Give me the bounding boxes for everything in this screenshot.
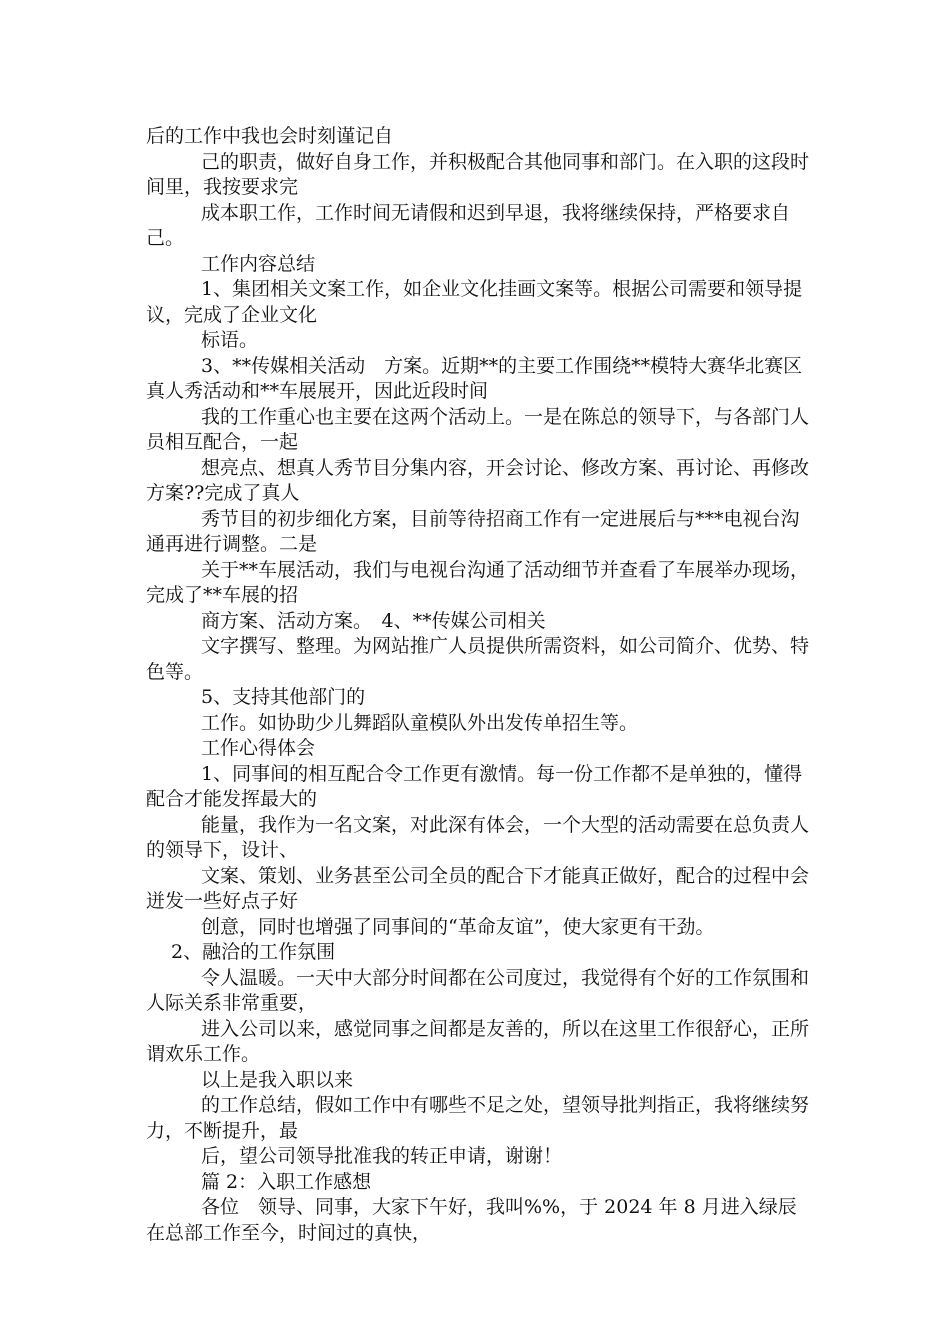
paragraph: 成本职工作，工作时间无请假和迟到早退，我将继续保持，严格要求自己。 xyxy=(146,201,791,249)
paragraph: 令人温暖。一天中大部分时间都在公司度过，我觉得有个好的工作氛围和人际关系非常重要， xyxy=(146,966,810,1014)
paragraph: 想亮点、想真人秀节目分集内容，开会讨论、修改方案、再讨论、再修改方案??完成了真人 xyxy=(146,456,810,504)
paragraph: 后，望公司领导批准我的转正申请，谢谢！ xyxy=(201,1145,563,1167)
paragraph: 各位 领导、同事，大家下午好，我叫%%，于 2024 年 8 月进入绿辰在总部工作至今，时间过的真快， xyxy=(146,1196,797,1244)
paragraph: 标语。 xyxy=(201,329,259,351)
paragraph: 3、**传媒相关活动 方案。近期**的主要工作围绕**模特大赛华北赛区真人秀活动和**车展展开，因此近段时间 xyxy=(146,354,803,402)
paragraph: 进入公司以来，感觉同事之间都是友善的，所以在这里工作很舒心，正所谓欢乐工作。 xyxy=(146,1017,810,1065)
paragraph: 创意，同时也增强了同事间的“革命友谊”，使大家更有干劲。 xyxy=(201,915,715,938)
section-heading: 工作心得体会 xyxy=(201,737,316,759)
paragraph: 己的职责，做好自身工作，并积极配合其他同事和部门。在入职的这段时间里，我按要求完 xyxy=(146,150,810,198)
section-heading: 工作内容总结 xyxy=(201,252,316,275)
paragraph: 的工作总结，假如工作中有哪些不足之处，望领导批判指正，我将继续努力，不断提升，最 xyxy=(146,1094,810,1142)
paragraph: 商方案、活动方案。 4、**传媒公司相关 xyxy=(201,609,546,632)
paragraph: 能量，我作为一名文案，对此深有体会，一个大型的活动需要在总负责人的领导下，设计、 xyxy=(146,813,810,861)
paragraph: 以上是我入职以来 xyxy=(201,1068,354,1091)
paragraph: 工作。如协助少儿舞蹈队童模队外出发传单招生等。 xyxy=(201,711,639,734)
paragraph: 后的工作中我也会时刻谨记自 xyxy=(146,125,394,147)
paragraph: 我的工作重心也主要在这两个活动上。一是在陈总的领导下，与各部门人员相互配合，一起 xyxy=(146,405,810,453)
document-body xyxy=(146,124,814,1246)
paragraph: 1、同事间的相互配合令工作更有激情。每一份工作都不是单独的，懂得配合才能发挥最大的 xyxy=(146,762,803,810)
paragraph: 5、支持其他部门的 xyxy=(201,686,366,708)
article-heading: 篇 2：入职工作感想 xyxy=(201,1170,372,1193)
paragraph: 文案、策划、业务甚至公司全员的配合下才能真正做好，配合的过程中会迸发一些好点子好 xyxy=(146,864,810,912)
paragraph: 1、集团相关文案工作，如企业文化挂画文案等。根据公司需要和领导提议，完成了企业文化 xyxy=(146,278,803,326)
paragraph: 秀节目的初步细化方案，目前等待招商工作有一定进展后与***电视台沟通再进行调整。二是 xyxy=(146,507,800,555)
paragraph: 文字撰写、整理。为网站推广人员提供所需资料，如公司简介、优势、特色等。 xyxy=(146,635,810,683)
paragraph: 2、融洽的工作氛围 xyxy=(171,941,336,963)
paragraph: 关于**车展活动，我们与电视台沟通了活动细节并查看了车展举办现场，完成了**车展的招 xyxy=(146,558,810,606)
